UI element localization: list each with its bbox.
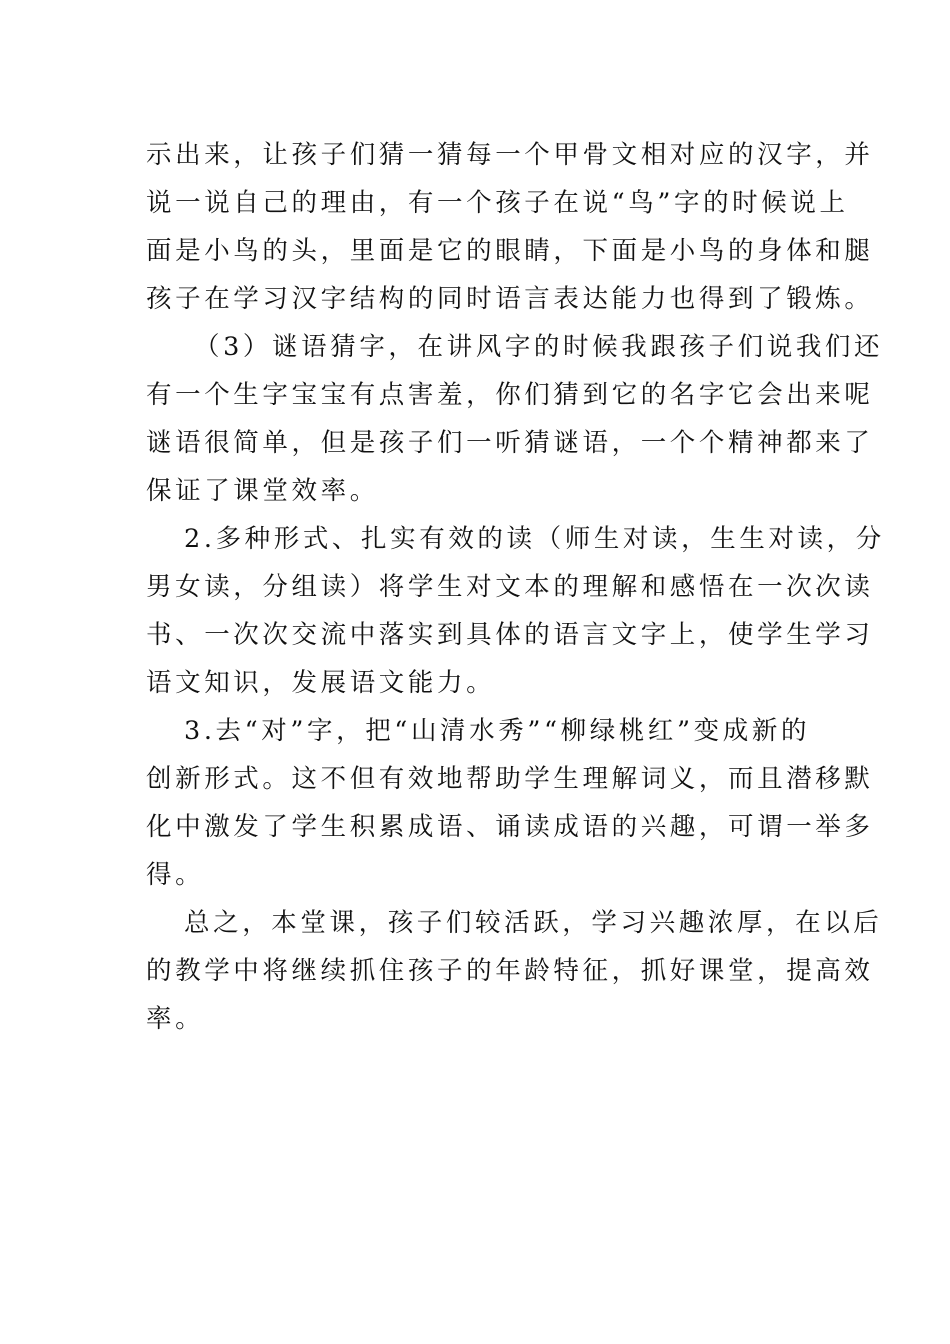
paragraph-start-line: 3.去“对”字，把“山清水秀”“柳绿桃红”变成新的 — [184, 716, 811, 746]
paragraph-start-line: （3）谜语猜字，在讲风字的时候我跟孩子们说我们还 — [194, 332, 884, 362]
text-line: 率。 — [146, 1004, 205, 1034]
text-line: 谜语很简单，但是孩子们一听猜谜语，一个个精神都来了 — [146, 428, 874, 458]
text-line: 语文知识，发展语文能力。 — [146, 668, 496, 698]
text-line: 有一个生字宝宝有点害羞，你们猜到它的名字它会出来呢 — [146, 380, 874, 410]
text-line: 保证了课堂效率。 — [146, 476, 379, 506]
document-body — [146, 131, 885, 1043]
text-line: 化中激发了学生积累成语、诵读成语的兴趣，可谓一举多 — [146, 812, 874, 842]
text-line: 说一说自己的理由，有一个孩子在说“鸟”字的时候说上 — [146, 188, 849, 218]
text-line: 面是小鸟的头，里面是它的眼睛，下面是小鸟的身体和腿 — [146, 236, 874, 266]
text-line: 示出来，让孩子们猜一猜每一个甲骨文相对应的汉字，并 — [146, 140, 874, 170]
text-line: 孩子在学习汉字结构的同时语言表达能力也得到了锻炼。 — [146, 284, 874, 314]
text-line: 得。 — [146, 860, 205, 890]
paragraph-start-line: 2.多种形式、扎实有效的读（师生对读，生生对读，分 — [184, 524, 885, 554]
text-line: 创新形式。这不但有效地帮助学生理解词义，而且潜移默 — [146, 764, 874, 794]
text-line: 的教学中将继续抓住孩子的年龄特征，抓好课堂，提高效 — [146, 956, 874, 986]
text-line: 男女读，分组读）将学生对文本的理解和感悟在一次次读 — [146, 572, 874, 602]
text-line: 书、一次次交流中落实到具体的语言文字上，使学生学习 — [146, 620, 874, 650]
paragraph-start-line: 总之，本堂课，孩子们较活跃，学习兴趣浓厚，在以后 — [184, 908, 883, 938]
